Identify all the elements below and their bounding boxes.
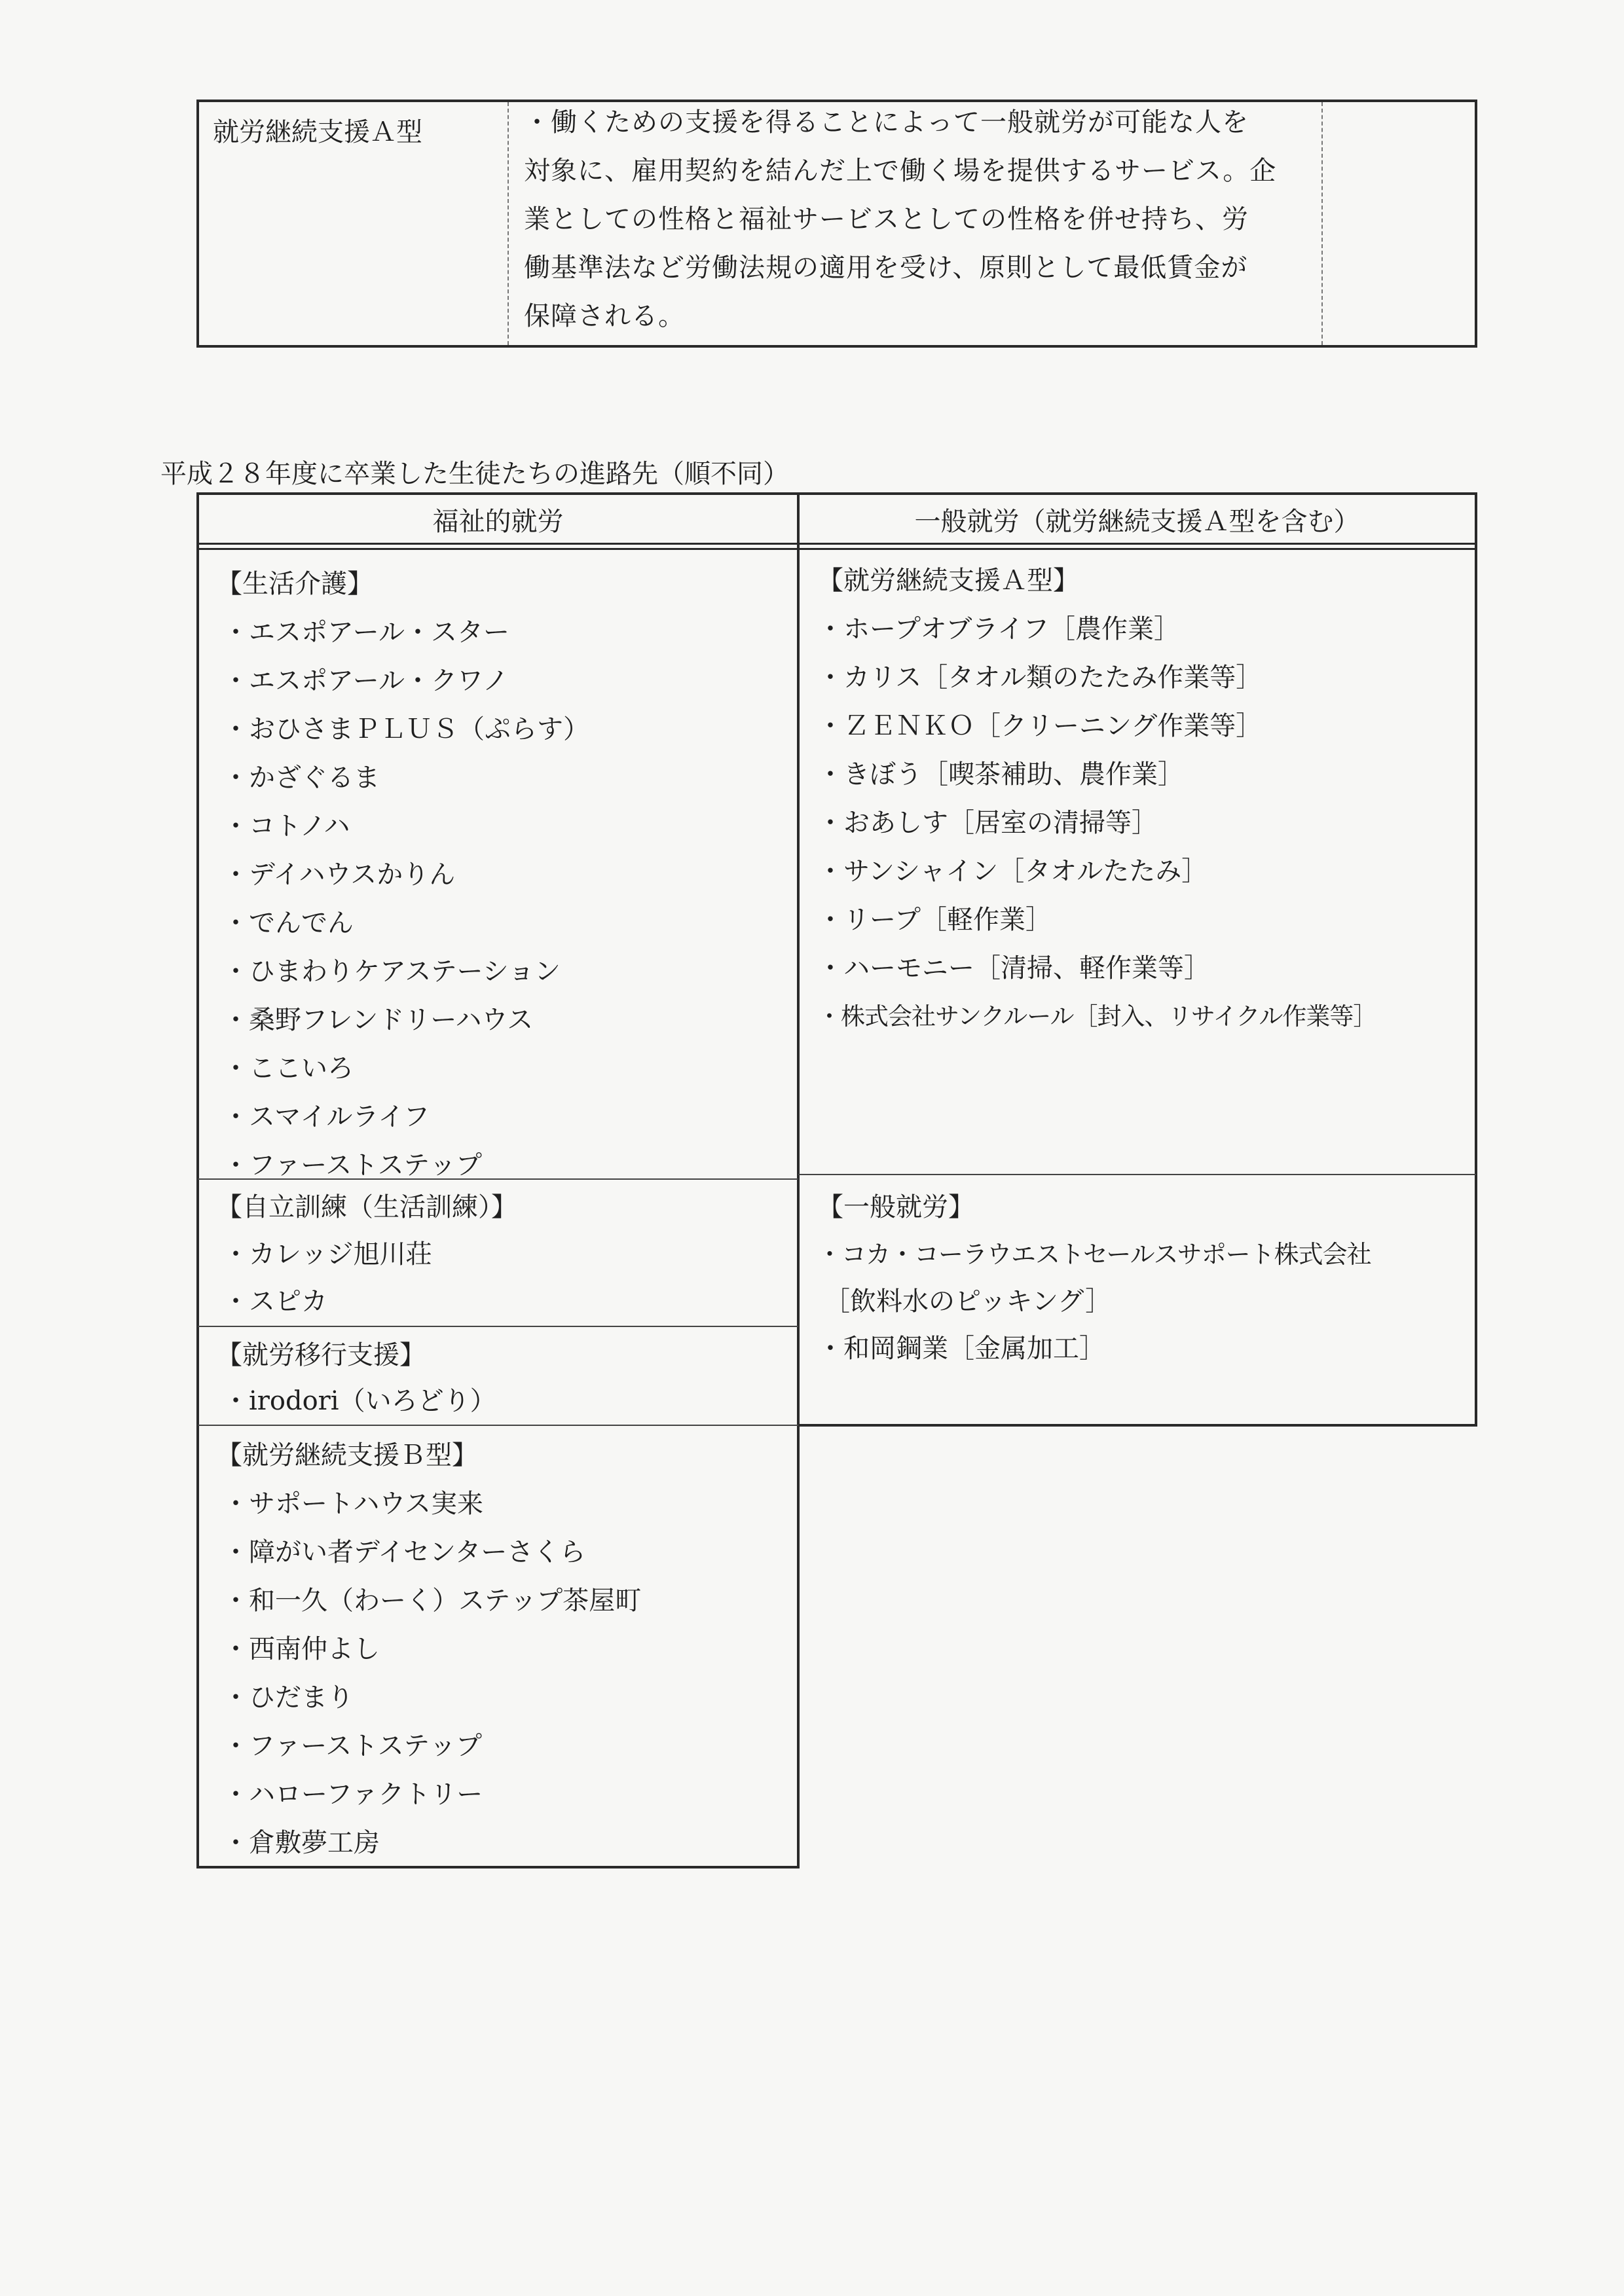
list-item: ［飲料水のピッキング］ (824, 1286, 1112, 1317)
description-line: ・働くための支援を得ることによって一般就労が可能な人を (524, 107, 1249, 137)
list-item: ・でんでん (223, 908, 354, 938)
description-line: 働基準法など労働法規の適用を受け、原則として最低賃金が (524, 253, 1248, 283)
section-general-employment (817, 1184, 1371, 1372)
section-transition-support (216, 1332, 496, 1424)
list-item: ・ＺＥＮＫＯ［クリーニング作業等］ (817, 711, 1263, 741)
list-item: ・ファーストステップ (223, 1731, 482, 1761)
list-item: ・障がい者デイセンターさくら (223, 1537, 586, 1567)
list-item: ・カレッジ旭川荘 (223, 1239, 432, 1269)
header-general-employment: 一般就労（就労継続支援Ａ型を含む） (914, 507, 1360, 537)
section-type-b-support (216, 1431, 641, 1867)
list-item: ・西南仲よし (223, 1634, 380, 1664)
table-caption: 平成２８年度に卒業した生徒たちの進路先（順不同） (160, 459, 789, 489)
list-item: ・ハローファクトリー (223, 1779, 483, 1810)
section-title: 【就労継続支援Ａ型】 (817, 566, 1079, 596)
list-item: ・桑野フレンドリーハウス (223, 1005, 534, 1035)
list-item: ・ひまわりケアステーション (223, 957, 561, 987)
list-item: ・サンシャイン［タオルたたみ］ (817, 856, 1208, 886)
section-title: 【就労継続支援Ｂ型】 (216, 1440, 478, 1470)
section-title: 【就労移行支援】 (216, 1340, 426, 1370)
list-item: ・コトノハ (223, 811, 350, 841)
service-description (524, 98, 1313, 340)
list-item: ・スピカ (223, 1286, 327, 1317)
description-line: 業としての性格と福祉サービスとしての性格を併せ持ち、労 (524, 204, 1249, 234)
list-item: ・倉敷夢工房 (223, 1828, 380, 1858)
list-item: ・おあしす［居室の清掃等］ (817, 808, 1158, 838)
section-title: 【一般就労】 (817, 1192, 974, 1222)
list-item: ・irodori（いろどり） (223, 1386, 496, 1416)
section-type-a-support (817, 556, 1376, 1041)
list-item: ・ハーモニー［清掃、軽作業等］ (817, 953, 1210, 983)
list-item: ・エスポアール・スター (223, 617, 509, 647)
list-item: ・コカ・コーラウエストセールスサポート株式会社 (817, 1240, 1371, 1269)
section-title: 【自立訓練（生活訓練）】 (216, 1192, 517, 1222)
list-item: ・スマイルライフ (223, 1102, 430, 1132)
list-item: ・ホープオブライフ［農作業］ (817, 614, 1180, 644)
list-item: ・ファーストステップ (223, 1150, 482, 1180)
list-item: ・きぼう［喫茶補助、農作業］ (817, 759, 1184, 790)
list-item: ・カリス［タオル類のたたみ作業等］ (817, 663, 1263, 693)
list-item: ・おひさまＰＬＵＳ（ぷらす） (223, 714, 589, 744)
section-title: 【生活介護】 (216, 569, 373, 599)
list-item: ・ひだまり (223, 1683, 354, 1713)
list-item: ・かざぐるま (223, 763, 380, 793)
section-independence-training (216, 1184, 517, 1325)
list-item: ・リープ［軽作業］ (817, 905, 1052, 935)
service-type-label: 就労継続支援Ａ型 (213, 117, 422, 147)
header-welfare-employment: 福祉的就労 (432, 507, 564, 537)
description-line: 保障される。 (524, 301, 685, 331)
section-life-care (216, 560, 589, 1190)
list-item: ・和一久（わーく）ステップ茶屋町 (223, 1586, 642, 1616)
list-item: ・サポートハウス実来 (223, 1489, 483, 1519)
list-item: ・エスポアール・クワノ (223, 666, 509, 696)
list-item: ・デイハウスかりん (223, 860, 456, 890)
list-item: ・株式会社サンクルール［封入、リサイクル作業等］ (817, 1002, 1377, 1030)
list-item: ・ここいろ (223, 1053, 354, 1084)
description-line: 対象に、雇用契約を結んだ上で働く場を提供するサービス。企 (524, 156, 1277, 186)
list-item: ・和岡鋼業［金属加工］ (817, 1334, 1105, 1364)
